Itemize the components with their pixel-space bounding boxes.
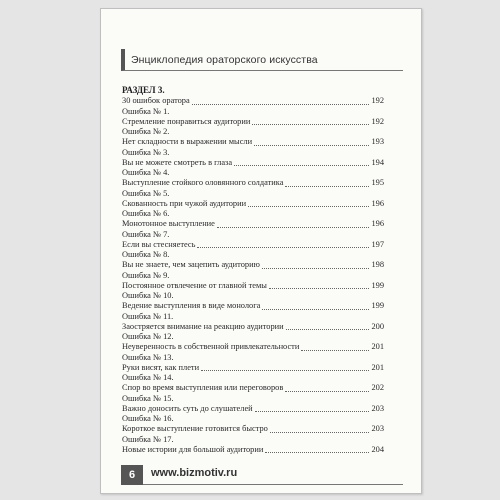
entry-title: Если вы стесняетесь bbox=[122, 239, 196, 249]
page-number: 6 bbox=[121, 465, 143, 485]
toc-entry bbox=[122, 230, 384, 251]
entry-page: 199 bbox=[371, 280, 384, 290]
toc-entry bbox=[122, 414, 384, 435]
dot-leader bbox=[248, 206, 369, 207]
entry-label: Ошибка № 15. bbox=[122, 393, 174, 403]
toc-entry bbox=[122, 209, 384, 230]
dot-leader bbox=[234, 165, 369, 166]
entry-page: 196 bbox=[371, 219, 384, 228]
entry-title: Заостряется внимание на реакцию аудитории bbox=[122, 321, 284, 331]
entry-page: 196 bbox=[371, 198, 384, 208]
entry-label: Ошибка № 2. bbox=[122, 127, 170, 136]
entry-title: Стремление понравиться аудитории bbox=[122, 116, 251, 126]
entry-label: Ошибка № 17. bbox=[122, 434, 174, 444]
entry-title: Ведение выступления в виде монолога bbox=[122, 301, 261, 310]
footer-rule bbox=[143, 484, 403, 485]
running-header bbox=[121, 49, 403, 71]
entry-title: Новые истории для большой аудитории bbox=[122, 444, 264, 454]
entry-title: Выступление стойкого оловянного солдатика bbox=[122, 178, 284, 187]
dot-leader bbox=[252, 124, 369, 125]
toc-entry bbox=[122, 107, 384, 128]
entry-label: Ошибка № 5. bbox=[122, 188, 170, 198]
toc-entry bbox=[122, 332, 384, 353]
entry-title: Постоянное отвлечение от главной темы bbox=[122, 280, 267, 290]
entry-label: Ошибка № 10. bbox=[122, 291, 174, 300]
toc-entry bbox=[122, 250, 384, 271]
toc-entry bbox=[122, 435, 384, 456]
dot-leader bbox=[201, 370, 369, 371]
entry-page: 201 bbox=[371, 362, 384, 372]
toc-entry bbox=[122, 394, 384, 415]
entry-page: 197 bbox=[371, 239, 384, 249]
entry-title: Вы не можете смотреть в глаза bbox=[122, 157, 233, 167]
entry-title: Вы не знаете, чем зацепить аудиторию bbox=[122, 260, 260, 269]
toc-entries bbox=[122, 107, 384, 456]
entry-label: Ошибка № 4. bbox=[122, 168, 170, 177]
entry-page: 199 bbox=[371, 301, 384, 310]
entry-title: Нет складности в выражении мысли bbox=[122, 137, 253, 146]
page-footer bbox=[121, 465, 403, 485]
dot-leader bbox=[269, 288, 370, 289]
table-of-contents bbox=[122, 85, 384, 455]
entry-label: Ошибка № 6. bbox=[122, 209, 170, 218]
entry-label: Ошибка № 3. bbox=[122, 147, 170, 157]
toc-entry bbox=[122, 127, 384, 148]
entry-title: Монотонное выступление bbox=[122, 219, 215, 228]
section-title: 30 ошибок оратора bbox=[122, 96, 190, 105]
section-heading: РАЗДЕЛ 3. bbox=[122, 85, 165, 95]
entry-page: 203 bbox=[371, 424, 384, 433]
dot-leader bbox=[262, 309, 369, 310]
entry-page: 198 bbox=[371, 260, 384, 269]
entry-title: Важно доносить суть до слушателей bbox=[122, 403, 253, 413]
dot-leader bbox=[301, 350, 369, 351]
dot-leader bbox=[192, 104, 370, 105]
entry-page: 201 bbox=[371, 342, 384, 351]
entry-title: Скованность при чужой аудитории bbox=[122, 198, 247, 208]
entry-label: Ошибка № 8. bbox=[122, 250, 170, 259]
entry-title: Короткое выступление готовится быстро bbox=[122, 424, 268, 433]
entry-page: 200 bbox=[371, 321, 384, 331]
section-entry bbox=[122, 96, 384, 107]
dot-leader bbox=[255, 411, 370, 412]
dot-leader bbox=[285, 391, 369, 392]
entry-title: Руки висят, как плети bbox=[122, 362, 200, 372]
dot-leader bbox=[285, 186, 369, 187]
dot-leader bbox=[265, 452, 369, 453]
dot-leader bbox=[197, 247, 369, 248]
entry-title: Неуверенность в собственной привлекательности bbox=[122, 342, 300, 351]
dot-leader bbox=[262, 268, 370, 269]
entry-label: Ошибка № 16. bbox=[122, 414, 174, 423]
toc-entry bbox=[122, 271, 384, 292]
dot-leader bbox=[270, 432, 370, 433]
footer-website: www.bizmotiv.ru bbox=[151, 467, 238, 479]
dot-leader bbox=[286, 329, 370, 330]
entry-page: 194 bbox=[371, 157, 384, 167]
entry-page: 195 bbox=[371, 178, 384, 187]
book-page bbox=[100, 8, 422, 494]
toc-entry bbox=[122, 373, 384, 394]
toc-entry bbox=[122, 312, 384, 333]
entry-label: Ошибка № 9. bbox=[122, 270, 170, 280]
entry-page: 202 bbox=[371, 383, 384, 392]
dot-leader bbox=[217, 227, 370, 228]
entry-label: Ошибка № 14. bbox=[122, 373, 174, 382]
toc-entry bbox=[122, 291, 384, 312]
entry-page: 193 bbox=[371, 137, 384, 146]
entry-label: Ошибка № 13. bbox=[122, 352, 174, 362]
toc-entry bbox=[122, 168, 384, 189]
entry-label: Ошибка № 11. bbox=[122, 311, 174, 321]
entry-page: 203 bbox=[371, 403, 384, 413]
entry-label: Ошибка № 7. bbox=[122, 229, 170, 239]
entry-page: 204 bbox=[371, 444, 384, 454]
header-title: Энциклопедия ораторского искусства bbox=[131, 53, 318, 66]
entry-page: 192 bbox=[371, 116, 384, 126]
entry-title: Спор во время выступления или переговоров bbox=[122, 383, 284, 392]
toc-entry bbox=[122, 148, 384, 169]
entry-label: Ошибка № 1. bbox=[122, 106, 170, 116]
toc-entry bbox=[122, 189, 384, 210]
toc-entry bbox=[122, 353, 384, 374]
section-page: 192 bbox=[371, 96, 384, 105]
entry-label: Ошибка № 12. bbox=[122, 332, 174, 341]
dot-leader bbox=[254, 145, 369, 146]
